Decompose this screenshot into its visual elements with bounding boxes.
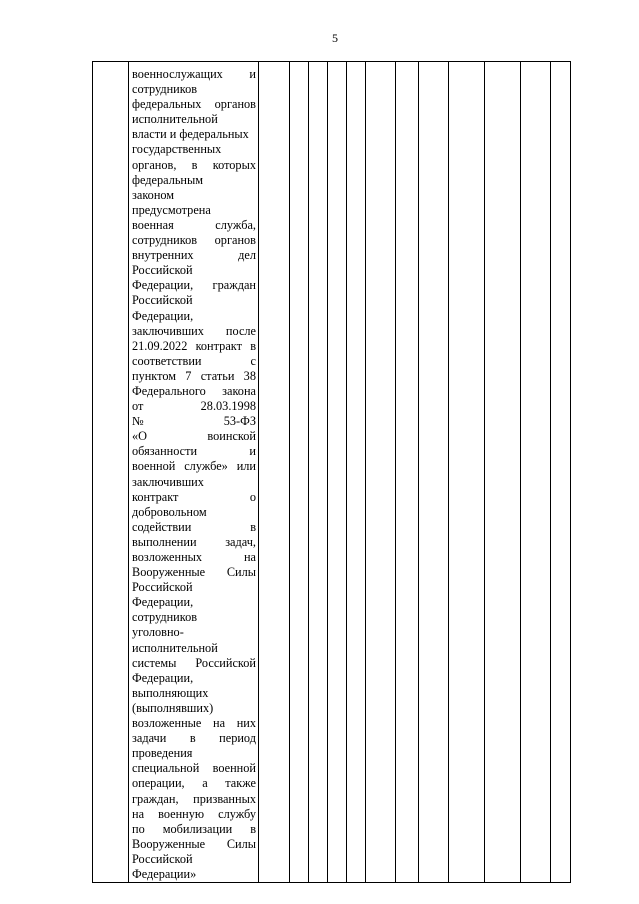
text-word: Вооруженные [132,836,206,851]
text-word: военную [158,806,205,821]
text-line [132,686,256,701]
text-word: с [250,353,256,368]
text-line [132,97,256,112]
text-word: Силы [226,565,256,580]
text-line [132,278,256,293]
text-line [132,792,256,807]
table-row [93,62,571,883]
text-line [132,701,256,716]
text-line [132,595,256,610]
text-line [132,429,256,444]
text-word: Федерации» [132,866,197,881]
text-word: и [249,444,256,459]
text-line [132,550,256,565]
text-line [132,641,256,656]
text-line [132,822,256,837]
text-line [132,837,256,852]
text-line [132,309,256,324]
text-word: возложенных [132,550,203,564]
text-word: Российской [132,293,193,308]
text-word: системы [132,655,177,670]
text-word: предусмотрена [132,202,211,217]
text-word: по [132,821,145,836]
text-line [132,369,256,384]
text-word: заключивших [132,474,204,489]
text-line [132,656,256,671]
text-word: а [202,776,208,791]
text-line [132,293,256,308]
text-word: от [132,399,144,414]
text-line [132,444,256,459]
text-word: которых [212,157,256,172]
text-word: органов, [132,157,177,172]
text-word: исполнительной [132,640,218,655]
text-word: «О [132,429,148,444]
text-word: содействии [132,519,192,534]
text-word: также [225,776,256,791]
text-line [132,203,256,218]
text-word: Российской [132,263,193,278]
text-word: сотрудников [132,233,198,248]
text-word: в [191,157,198,172]
text-word: власти и федеральных [132,127,249,142]
text-line [132,746,256,761]
text-line [132,173,256,188]
text-word: Федерации, [132,595,194,610]
text-word: Федерации, [132,308,194,323]
text-word: Вооруженные [132,565,206,580]
table-cell-empty [328,62,347,883]
text-word: проведения [132,746,193,761]
text-line [132,142,256,157]
text-line [132,716,256,731]
text-word: в [250,338,256,353]
text-word: 38 [243,368,256,383]
text-word: призванных [193,791,256,806]
text-word: законом [132,187,175,202]
text-word: 53-ФЗ [223,414,256,429]
text-line [132,475,256,490]
text-word: после [225,323,256,338]
text-line [132,218,256,233]
text-word: сотрудников [132,610,198,625]
text-line [132,354,256,369]
text-line [132,671,256,686]
text-line [132,761,256,776]
text-word: на [243,550,256,564]
text-word: мобилизации [162,821,233,836]
text-word: добровольном [132,504,207,519]
text-word: в [250,519,256,534]
text-word: них [236,716,256,731]
text-line [132,852,256,867]
document-table [92,61,571,883]
description-text [132,67,256,882]
text-line [132,384,256,399]
text-word: Федерального [132,383,206,398]
text-word: служба, [215,217,256,232]
text-word: федеральным [132,172,204,187]
text-line [132,580,256,595]
text-word: внутренних [132,248,194,263]
text-word: Федерации, [132,278,194,293]
text-word: задачи [132,731,167,746]
text-word: Российской [195,655,256,670]
table-cell-description [129,62,259,883]
text-word: контракт [195,338,242,353]
text-word: Федерации, [132,670,194,685]
text-word: или [236,459,256,474]
text-word: граждан, [132,791,179,806]
text-word: специальной [132,761,200,776]
table-cell-empty [551,62,571,883]
text-word: государственных [132,142,222,157]
text-word: Российской [132,580,193,595]
text-line [132,82,256,97]
text-line [132,776,256,791]
text-line [132,867,256,882]
text-line [132,263,256,278]
text-line [132,112,256,127]
text-word: 28.03.1998 [200,399,256,414]
text-word: дел [238,248,256,263]
text-line [132,610,256,625]
text-word: исполнительной [132,112,218,127]
text-line [132,67,256,82]
table-cell-empty [485,62,521,883]
text-word: сотрудников [132,82,198,97]
text-word: (выполнявших) [132,700,214,715]
text-word: 7 [185,368,192,383]
text-word: контракт [132,489,179,504]
text-line [132,731,256,746]
text-word: соответствии [132,353,202,368]
text-line [132,565,256,580]
text-line [132,233,256,248]
text-line [132,324,256,339]
text-line [132,490,256,505]
table-cell-empty [449,62,485,883]
text-line [132,248,256,263]
text-line [132,339,256,354]
text-word: период [219,731,256,746]
text-word: № [132,414,144,429]
text-word: 21.09.2022 [132,338,188,353]
table-cell-empty [259,62,290,883]
text-word: о [249,489,256,504]
text-word: в [250,821,256,836]
text-word: службе» [184,459,228,474]
text-word: Силы [226,836,256,851]
text-line [132,520,256,535]
text-line [132,505,256,520]
text-word: статьи [200,368,235,383]
table-cell-number [93,62,129,883]
text-word: выполнении [132,534,197,549]
text-word: военной [212,761,256,776]
text-word: военнослужащих [132,67,223,81]
table-cell-empty [419,62,449,883]
table-cell-empty [347,62,366,883]
table-cell-empty [309,62,328,883]
text-word: в [189,731,196,746]
text-line [132,535,256,550]
table-cell-empty [366,62,396,883]
page-number: 5 [332,31,338,45]
text-word: Российской [132,851,193,866]
text-line [132,399,256,414]
text-word: заключивших [132,323,204,338]
text-line [132,188,256,203]
text-word: и [249,67,256,81]
table-cell-empty [521,62,551,883]
text-word: выполняющих [132,685,209,700]
text-word: уголовно- [132,625,184,640]
text-line [132,158,256,173]
text-line [132,459,256,474]
text-word: возложенные [132,716,202,731]
text-line [132,127,256,142]
text-word: пунктом [132,368,177,383]
text-line [132,807,256,822]
table-cell-empty [396,62,419,883]
text-word: военной [132,459,176,474]
text-word: граждан [212,278,256,293]
text-word: операции, [132,776,185,791]
table-cell-empty [290,62,309,883]
text-word: службу [218,806,256,821]
text-word: воинской [207,429,256,444]
text-line [132,625,256,640]
text-word: федеральных [132,97,202,112]
text-word: органов [214,97,256,112]
text-word: на [132,806,145,821]
text-word: обязанности [132,444,198,459]
text-word: закона [222,383,256,398]
text-word: органов [214,233,256,248]
text-word: задач, [225,534,256,549]
text-word: военная [132,217,174,232]
text-word: на [213,716,226,731]
text-line [132,414,256,429]
